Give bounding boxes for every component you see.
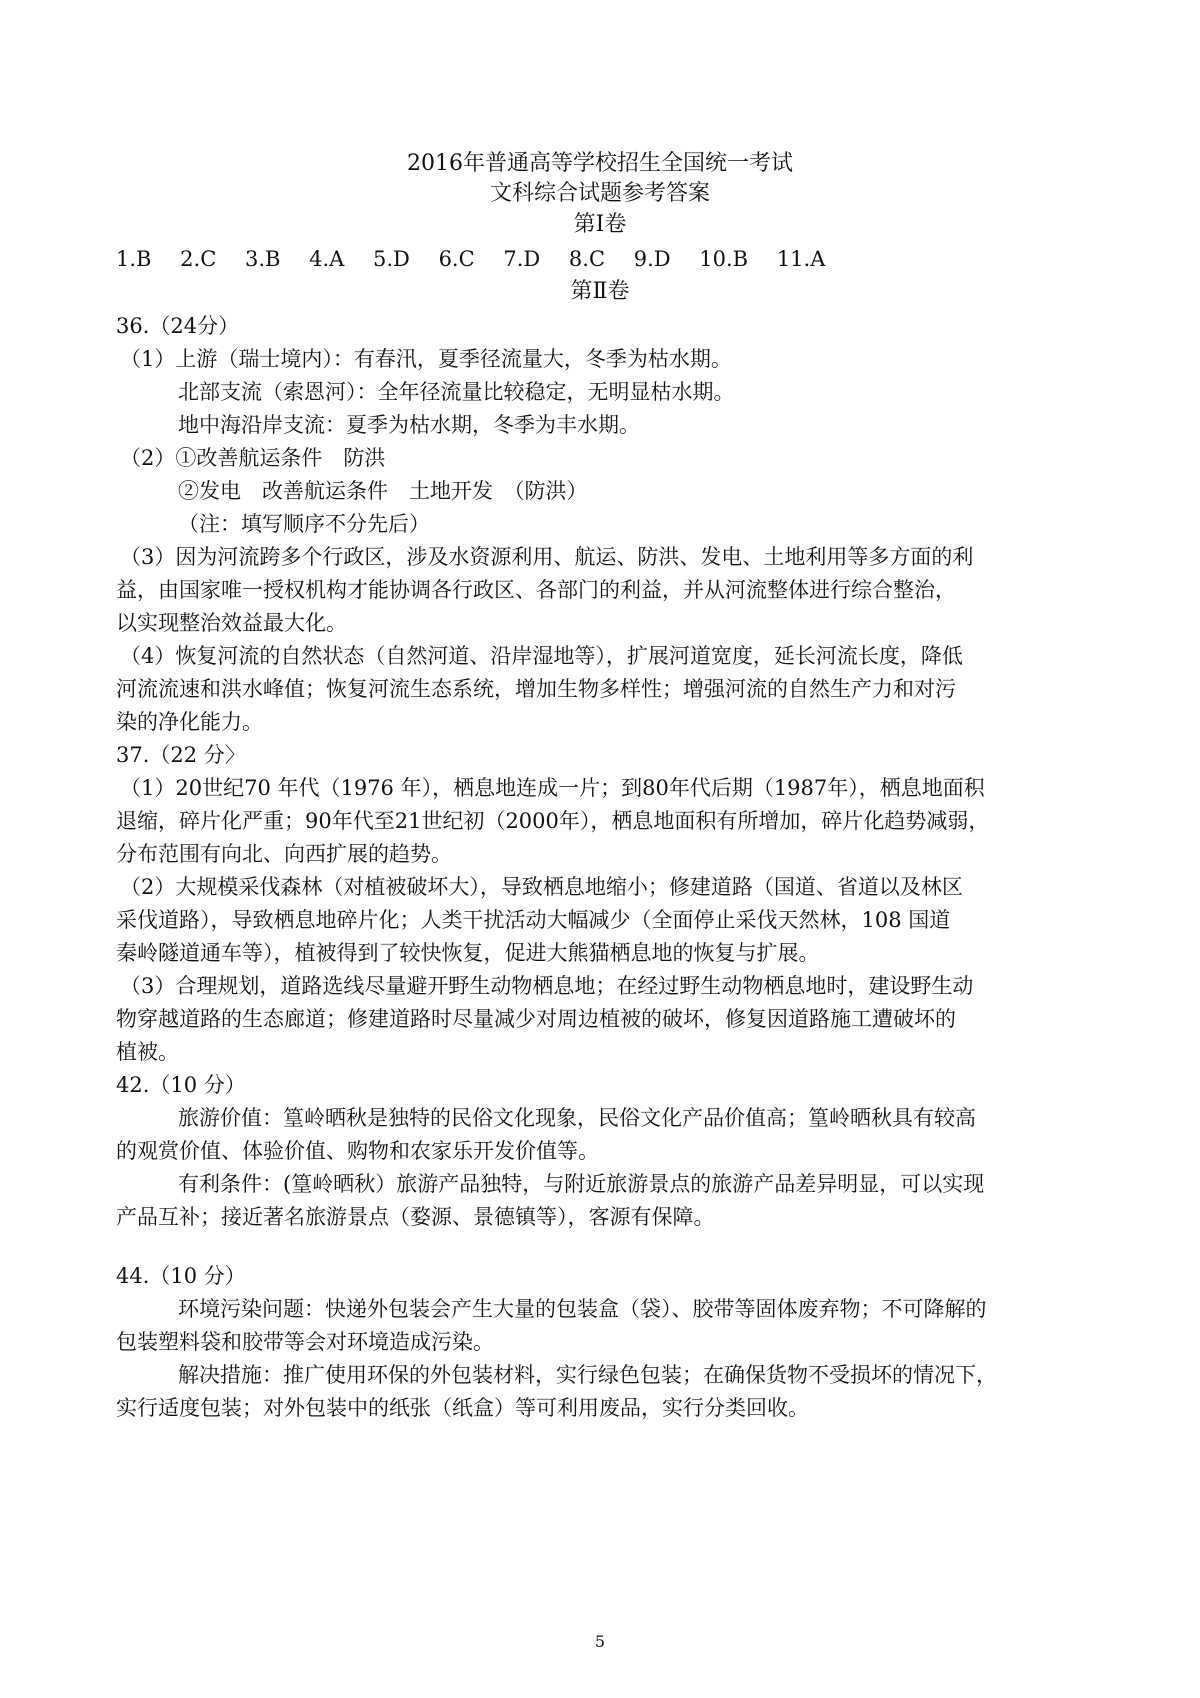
- q36-line: ②发电 改善航运条件 土地开发 （防洪）: [178, 479, 588, 503]
- q37-line: 物穿越道路的生态廊道；修建道路时尽量减少对周边植被的破坏，修复因道路施工遭破坏的: [116, 1007, 956, 1031]
- choice-answer: 2.C: [180, 247, 217, 271]
- q37-line: 分布范围有向北、向西扩展的趋势。: [116, 842, 452, 866]
- q42-line: 有利条件：(篁岭晒秋）旅游产品独特，与附近旅游景点的旅游产品差异明显，可以实现: [178, 1172, 985, 1196]
- q37-line: （2）大规模采伐森林（对植被破坏大），导致栖息地缩小；修建道路（国道、省道以及林区: [120, 875, 963, 899]
- q36-line: 北部支流（索恩河）：全年径流量比较稳定，无明显枯水期。: [178, 380, 735, 404]
- page-number: 5: [594, 1632, 606, 1651]
- q36-line: 地中海沿岸支流：夏季为枯水期，冬季为丰水期。: [178, 413, 640, 437]
- q42-line: 的观赏价值、体验价值、购物和农家乐开发价值等。: [116, 1139, 599, 1163]
- q36-line: （2）①改善航运条件 防洪: [120, 446, 386, 470]
- choice-answer: 9.D: [633, 247, 671, 271]
- exam-subtitle: 文科综合试题参考答案: [489, 181, 710, 206]
- q36-line: （注：填写顺序不分先后）: [178, 512, 430, 536]
- q37-line: 采伐道路），导致栖息地碎片化；人类干扰活动大幅减少（全面停止采伐天然林，108 国道: [116, 908, 951, 932]
- q36-line: （4）恢复河流的自然状态（自然河道、沿岸湿地等），扩展河道宽度，延长河流长度，降低: [120, 644, 963, 668]
- choice-answer: 10.B: [699, 247, 749, 271]
- choice-answer: 8.C: [568, 247, 606, 271]
- q44-line: 环境污染问题：快递外包装会产生大量的包装盒（袋）、胶带等固体废弃物；不可降解的: [178, 1297, 987, 1321]
- multiple-choice-answers: [116, 245, 847, 273]
- choice-answer: 11.A: [776, 247, 826, 271]
- q37-heading: 37.（22 分〉: [116, 743, 246, 767]
- q37-line: （3）合理规划，道路选线尽量避开野生动物栖息地；在经过野生动物栖息地时，建设野生动: [120, 974, 974, 998]
- choice-answer: 7.D: [503, 247, 541, 271]
- q42-line: 产品互补；接近著名旅游景点（婺源、景德镇等），客源有保障。: [116, 1205, 715, 1229]
- q37-line: 退缩，碎片化严重；90年代至21世纪初（2000年），栖息地面积有所增加，碎片化趋势减弱，: [116, 809, 990, 833]
- part-one-heading: 第Ⅰ卷: [573, 212, 627, 237]
- q36-line: 以实现整治效益最大化。: [116, 611, 347, 635]
- q42-heading: 42.（10 分）: [116, 1073, 246, 1097]
- choice-answer: 4.A: [309, 247, 345, 271]
- q44-line: 实行适度包装；对外包装中的纸张（纸盒）等可利用废品，实行分类回收。: [116, 1396, 809, 1420]
- q36-line: （1）上游（瑞士境内）：有春汛，夏季径流量大，冬季为枯水期。: [120, 347, 732, 371]
- q44-line: 解决措施：推广使用环保的外包装材料，实行绿色包装；在确保货物不受损坏的情况下，: [178, 1363, 997, 1387]
- q44-line: 包装塑料袋和胶带等会对环境造成污染。: [116, 1330, 494, 1354]
- q36-heading: 36.（24分）: [116, 314, 240, 338]
- part-two-heading: 第Ⅱ卷: [570, 279, 630, 304]
- q36-line: 河流流速和洪水峰值；恢复河流生态系统，增加生物多样性；增强河流的自然生产力和对污: [116, 677, 956, 701]
- q36-line: （3）因为河流跨多个行政区，涉及水资源利用、航运、防洪、发电、土地利用等多方面的利: [120, 545, 974, 569]
- q44-heading: 44.（10 分）: [116, 1264, 246, 1288]
- choice-answer: 3.B: [244, 247, 281, 271]
- choice-answer: 6.C: [438, 247, 475, 271]
- q37-line: （1）20世纪70 年代（1976 年），栖息地连成一片；到80年代后期（1987年），栖息地面积: [120, 776, 985, 800]
- q36-line: 染的净化能力。: [116, 710, 263, 734]
- q37-line: 植被。: [116, 1040, 179, 1064]
- choice-answer: 5.D: [373, 247, 410, 271]
- q42-line: 旅游价值：篁岭晒秋是独特的民俗文化现象，民俗文化产品价值高；篁岭晒秋具有较高: [178, 1106, 976, 1130]
- q36-line: 益，由国家唯一授权机构才能协调各行政区、各部门的利益，并从河流整体进行综合整治，: [116, 578, 956, 602]
- exam-title: 2016年普通高等学校招生全国统一考试: [407, 151, 793, 176]
- q37-line: 秦岭隧道通车等），植被得到了较快恢复，促进大熊猫栖息地的恢复与扩展。: [116, 941, 820, 965]
- choice-answer: 1.B: [116, 247, 152, 271]
